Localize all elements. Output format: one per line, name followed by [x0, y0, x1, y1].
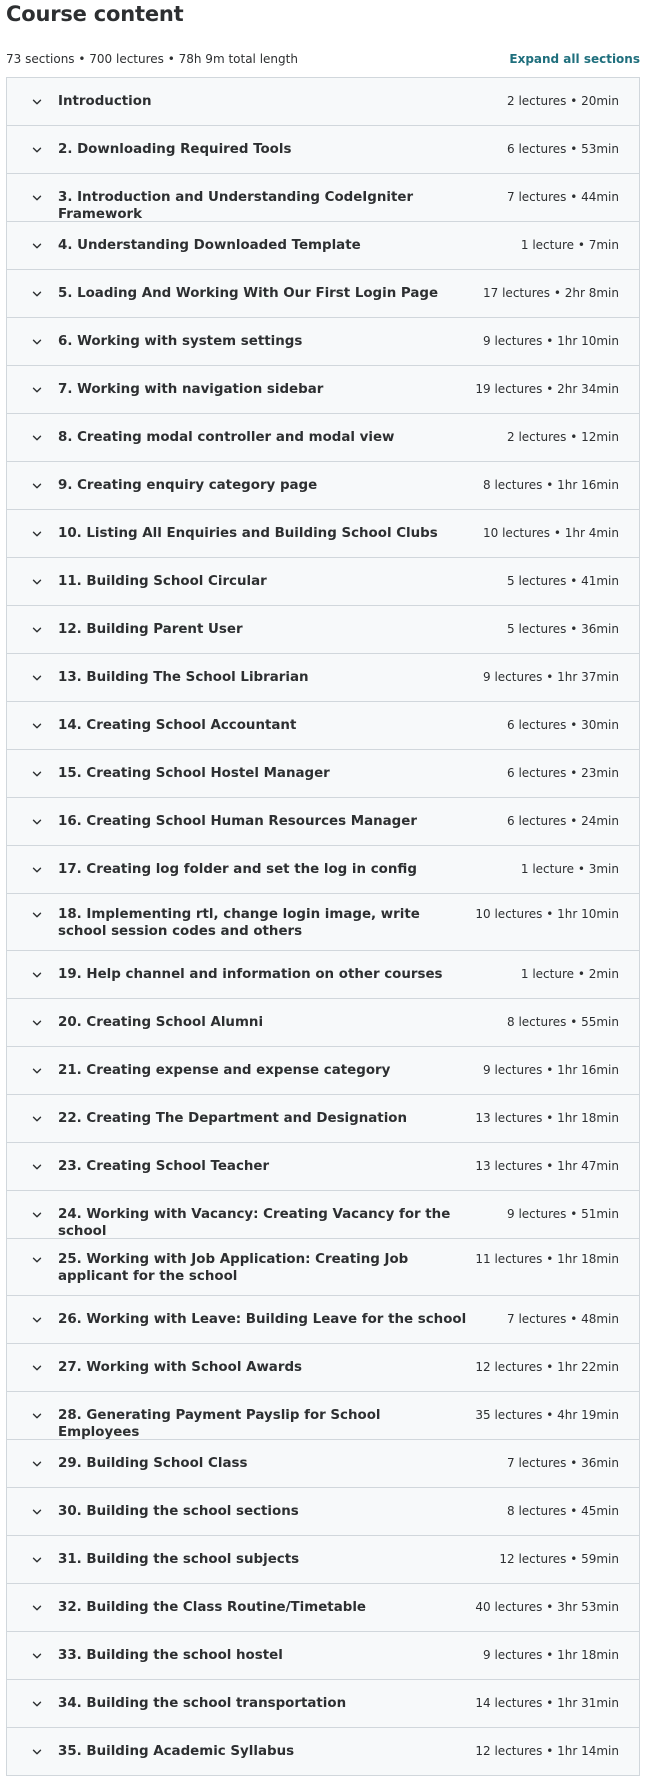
section-header[interactable] [7, 366, 639, 414]
chevron-down-icon [31, 1161, 43, 1173]
section-lecture-count: 9 lectures • 1hr 10min [483, 334, 619, 348]
section-title: 16. Creating School Human Resources Manager [58, 814, 417, 829]
section-lecture-count: 12 lectures • 1hr 14min [475, 1744, 619, 1758]
section-header[interactable] [7, 270, 639, 318]
expand-all-sections-button[interactable]: Expand all sections [509, 52, 640, 66]
section-title: 28. Generating Payment Payslip for School Employees [58, 1408, 381, 1440]
chevron-down-icon [31, 1017, 43, 1029]
chevron-down-icon [31, 192, 43, 204]
chevron-down-icon [31, 1554, 43, 1566]
section-title: 33. Building the school hostel [58, 1648, 283, 1663]
chevron-down-icon [31, 1698, 43, 1710]
chevron-down-icon [31, 816, 43, 828]
section-title: 26. Working with Leave: Building Leave for the school [58, 1312, 467, 1327]
section-title: 30. Building the school sections [58, 1504, 299, 1519]
chevron-down-icon [31, 720, 43, 732]
chevron-down-icon [31, 969, 43, 981]
chevron-down-icon [31, 909, 43, 921]
section-lecture-count: 12 lectures • 59min [499, 1552, 619, 1566]
section-title: 4. Understanding Downloaded Template [58, 238, 361, 253]
section-title: 20. Creating School Alumni [58, 1015, 264, 1030]
chevron-down-icon [31, 240, 43, 252]
section-title: 7. Working with navigation sidebar [58, 382, 324, 397]
section-header[interactable] [7, 222, 639, 270]
section-header[interactable] [7, 999, 639, 1047]
section-lecture-count: 13 lectures • 1hr 18min [475, 1111, 619, 1125]
chevron-down-icon [31, 528, 43, 540]
section-lecture-count: 9 lectures • 1hr 37min [483, 670, 619, 684]
section-title: 10. Listing All Enquiries and Building School Clubs [58, 526, 438, 541]
section-lecture-count: 40 lectures • 3hr 53min [475, 1600, 619, 1614]
section-title: 24. Working with Vacancy: Creating Vacancy for the school [58, 1207, 451, 1239]
section-lecture-count: 6 lectures • 24min [507, 814, 619, 828]
section-lecture-count: 5 lectures • 41min [507, 574, 619, 588]
section-title: 25. Working with Job Application: Creating Job applicant for the school [58, 1252, 409, 1284]
section-title: 34. Building the school transportation [58, 1696, 347, 1711]
section-lecture-count: 17 lectures • 2hr 8min [483, 286, 619, 300]
section-title: 17. Creating log folder and set the log in config [58, 862, 417, 877]
section-lecture-count: 9 lectures • 51min [507, 1207, 619, 1221]
section-header[interactable] [7, 174, 639, 222]
section-header[interactable] [7, 1392, 639, 1440]
section-header[interactable] [7, 702, 639, 750]
section-header[interactable] [7, 1440, 639, 1488]
section-header[interactable] [7, 1296, 639, 1344]
section-title: 35. Building Academic Syllabus [58, 1744, 295, 1759]
section-title: 12. Building Parent User [58, 622, 243, 637]
section-header[interactable] [7, 606, 639, 654]
section-header[interactable] [7, 510, 639, 558]
section-title: 27. Working with School Awards [58, 1360, 303, 1375]
section-title: 11. Building School Circular [58, 574, 267, 589]
chevron-down-icon [31, 1746, 43, 1758]
section-title: 13. Building The School Librarian [58, 670, 309, 685]
section-lecture-count: 1 lecture • 7min [520, 238, 619, 252]
section-lecture-count: 6 lectures • 30min [507, 718, 619, 732]
chevron-down-icon [31, 1209, 43, 1221]
section-header[interactable] [7, 1344, 639, 1392]
section-title: 15. Creating School Hostel Manager [58, 766, 330, 781]
chevron-down-icon [31, 624, 43, 636]
section-title: 9. Creating enquiry category page [58, 478, 318, 493]
chevron-down-icon [31, 432, 43, 444]
chevron-down-icon [31, 1113, 43, 1125]
course-summary: 73 sections • 700 lectures • 78h 9m total length [6, 52, 298, 66]
chevron-down-icon [31, 1254, 43, 1266]
section-title: 6. Working with system settings [58, 334, 303, 349]
section-list [6, 77, 640, 1776]
section-title: 31. Building the school subjects [58, 1552, 300, 1567]
section-header[interactable] [7, 1143, 639, 1191]
section-header[interactable] [7, 1584, 639, 1632]
chevron-down-icon [31, 1458, 43, 1470]
chevron-down-icon [31, 144, 43, 156]
chevron-down-icon [31, 1506, 43, 1518]
chevron-down-icon [31, 288, 43, 300]
section-header[interactable] [7, 1239, 639, 1296]
section-title: 23. Creating School Teacher [58, 1159, 270, 1174]
chevron-down-icon [31, 1650, 43, 1662]
section-lecture-count: 19 lectures • 2hr 34min [475, 382, 619, 396]
section-header[interactable] [7, 414, 639, 462]
section-header[interactable] [7, 798, 639, 846]
page-title: Course content [6, 2, 184, 26]
section-header[interactable] [7, 1728, 639, 1776]
section-header[interactable] [7, 1191, 639, 1239]
section-header[interactable] [7, 894, 639, 951]
chevron-down-icon [31, 336, 43, 348]
section-title: 8. Creating modal controller and modal view [58, 430, 395, 445]
section-header[interactable] [7, 1095, 639, 1143]
section-lecture-count: 9 lectures • 1hr 18min [483, 1648, 619, 1662]
section-title: 14. Creating School Accountant [58, 718, 297, 733]
course-summary-row [6, 50, 640, 68]
section-lecture-count: 1 lecture • 3min [520, 862, 619, 876]
section-lecture-count: 35 lectures • 4hr 19min [475, 1408, 619, 1422]
section-header[interactable] [7, 1488, 639, 1536]
section-lecture-count: 9 lectures • 1hr 16min [483, 1063, 619, 1077]
section-title: 29. Building School Class [58, 1456, 248, 1471]
section-header[interactable] [7, 318, 639, 366]
chevron-down-icon [31, 576, 43, 588]
section-lecture-count: 8 lectures • 55min [507, 1015, 619, 1029]
section-lecture-count: 10 lectures • 1hr 10min [475, 907, 619, 921]
section-title: Introduction [58, 94, 152, 109]
chevron-down-icon [31, 864, 43, 876]
section-header[interactable] [7, 951, 639, 999]
chevron-down-icon [31, 1362, 43, 1374]
section-title: 21. Creating expense and expense category [58, 1063, 391, 1078]
section-lecture-count: 7 lectures • 44min [507, 190, 619, 204]
section-lecture-count: 2 lectures • 20min [507, 94, 619, 108]
section-lecture-count: 1 lecture • 2min [520, 967, 619, 981]
section-lecture-count: 11 lectures • 1hr 18min [475, 1252, 619, 1266]
chevron-down-icon [31, 1314, 43, 1326]
section-lecture-count: 6 lectures • 23min [507, 766, 619, 780]
section-lecture-count: 7 lectures • 36min [507, 1456, 619, 1470]
section-title: 19. Help channel and information on other courses [58, 967, 443, 982]
section-title: 2. Downloading Required Tools [58, 142, 292, 157]
section-header[interactable] [7, 750, 639, 798]
section-title: 5. Loading And Working With Our First Login Page [58, 286, 439, 301]
section-title: 32. Building the Class Routine/Timetable [58, 1600, 366, 1615]
section-header[interactable] [7, 1047, 639, 1095]
chevron-down-icon [31, 1410, 43, 1422]
section-lecture-count: 6 lectures • 53min [507, 142, 619, 156]
section-header[interactable] [7, 654, 639, 702]
section-lecture-count: 8 lectures • 1hr 16min [483, 478, 619, 492]
chevron-down-icon [31, 1602, 43, 1614]
section-lecture-count: 5 lectures • 36min [507, 622, 619, 636]
section-lecture-count: 13 lectures • 1hr 47min [475, 1159, 619, 1173]
section-header[interactable] [7, 1536, 639, 1584]
section-header[interactable] [7, 126, 639, 174]
section-header[interactable] [7, 1680, 639, 1728]
chevron-down-icon [31, 96, 43, 108]
section-title: 22. Creating The Department and Designation [58, 1111, 408, 1126]
section-header[interactable] [7, 846, 639, 894]
section-lecture-count: 10 lectures • 1hr 4min [483, 526, 619, 540]
chevron-down-icon [31, 1065, 43, 1077]
section-header[interactable] [7, 558, 639, 606]
section-lecture-count: 8 lectures • 45min [507, 1504, 619, 1518]
chevron-down-icon [31, 480, 43, 492]
section-lecture-count: 14 lectures • 1hr 31min [475, 1696, 619, 1710]
section-lecture-count: 7 lectures • 48min [507, 1312, 619, 1326]
section-header[interactable] [7, 1632, 639, 1680]
section-title: 3. Introduction and Understanding CodeIgniter Framework [58, 190, 414, 222]
chevron-down-icon [31, 768, 43, 780]
section-title: 18. Implementing rtl, change login image, write school session codes and others [58, 907, 420, 939]
section-header[interactable] [7, 78, 639, 126]
section-lecture-count: 2 lectures • 12min [507, 430, 619, 444]
chevron-down-icon [31, 672, 43, 684]
section-header[interactable] [7, 462, 639, 510]
section-lecture-count: 12 lectures • 1hr 22min [475, 1360, 619, 1374]
chevron-down-icon [31, 384, 43, 396]
